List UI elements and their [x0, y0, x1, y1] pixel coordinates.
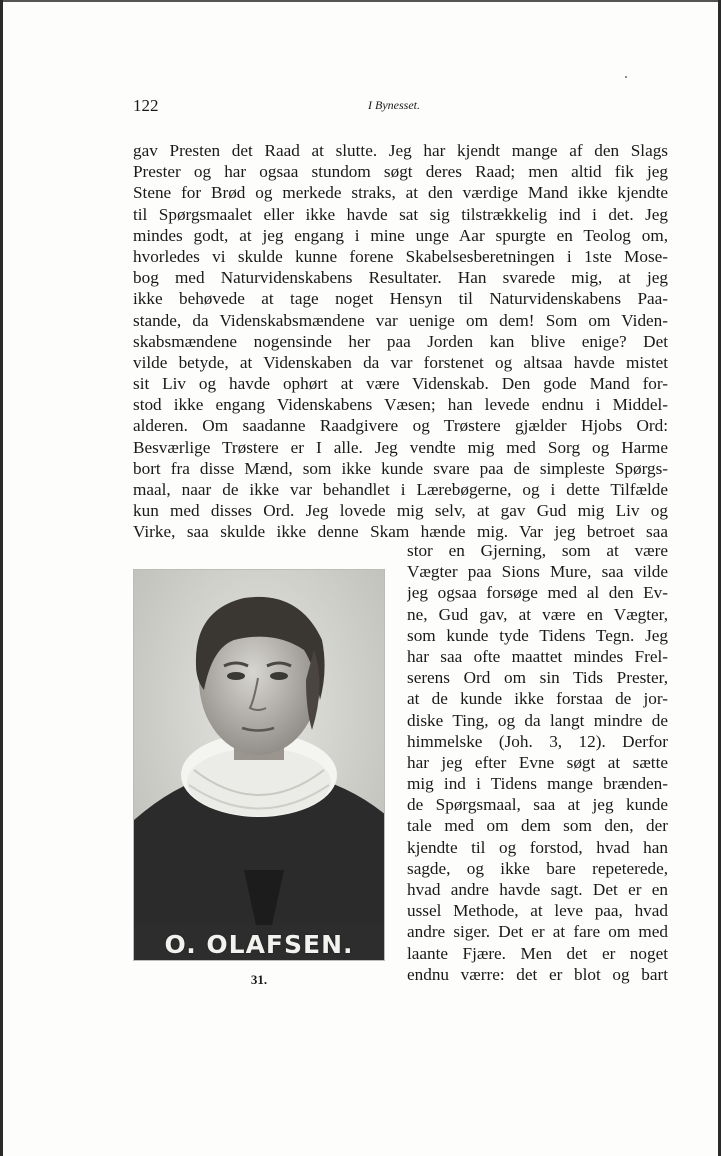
- text-line: har saa ofte maattet mindes Frel-: [407, 646, 668, 666]
- text-line: ne, Gud gav, at være en Vægter,: [407, 604, 668, 624]
- text-line: sagde, og ikke bare repeterede,: [407, 858, 668, 878]
- text-line: Prester og har ogsaa stundom søgt deres Raad; men altid fik jeg: [133, 162, 668, 182]
- text-line: mindes godt, at jeg engang i mine unge Aar spurgte en Teolog om,: [133, 225, 668, 245]
- text-line: skabsmændene nogensinde her paa Jorden kan blive enige? Det: [133, 331, 668, 351]
- text-line: Virke, saa skulde ikke denne Skam hænde mig. Var jeg betroet saa: [133, 522, 668, 542]
- text-line: vilde betyde, at Videnskaben da var forstenet og altsaa havde mistet: [133, 352, 668, 372]
- text-line: bog med Naturvidenskabens Resultater. Han svarede mig, at jeg: [133, 268, 668, 288]
- text-line: har jeg efter Evne søgt at sætte: [407, 752, 668, 772]
- text-line: hvad andre havde sagt. Det er en: [407, 880, 668, 899]
- page-header: [133, 96, 668, 120]
- portrait-illustration: [134, 570, 385, 961]
- text-line: himmelske (Joh. 3, 12). Derfor: [407, 731, 668, 751]
- text-line: stande, da Videnskabsmændene var uenige om dem! Som om Viden-: [133, 310, 668, 330]
- text-line: jeg ogsaa forsøge med al den Ev-: [407, 583, 668, 603]
- running-title: I Bynesset.: [368, 98, 420, 112]
- text-line: ikke behøvede at tage noget Hensyn til Naturvidenskabens Paa-: [133, 289, 668, 309]
- text-line: endnu værre: det er blot og bart: [407, 964, 668, 984]
- figure-number: 31.: [250, 972, 268, 987]
- text-line: de Spørgsmaal, saa at jeg kunde: [407, 795, 668, 815]
- text-line: kun med disses Ord. Jeg lovede mig selv, at gav Gud mig Liv og: [133, 501, 668, 521]
- text-line: andre siger. Det er at fare om med: [407, 922, 668, 942]
- wrapped-text: [407, 540, 668, 985]
- text-line: sit Liv og havde ophørt at være Videnskab. Den gode Mand for-: [133, 374, 668, 394]
- print-speck: [625, 76, 627, 78]
- text-line: Besværlige Trøstere er I alle. Jeg vendte mig med Sorg og Harme: [133, 437, 668, 457]
- text-line: laante Fjære. Men det er noget: [407, 943, 668, 963]
- text-line: tale med om dem som den, der: [407, 816, 668, 836]
- text-line: bort fra disse Mænd, som ikke kunde svare paa de simpleste Spørgs-: [133, 458, 668, 478]
- text-line: serens Ord om sin Tids Prester,: [407, 668, 668, 688]
- text-line: til Spørgsmaalet eller ikke havde sat sig tilstrækkelig ind i det. Jeg: [133, 204, 668, 224]
- portrait-photo: [133, 569, 385, 961]
- text-line: hvorledes vi skulde kunne forene Skabelsesberetningen i 1ste Mose-: [133, 246, 668, 266]
- text-line: stod ikke engang Videnskabens Væsen; han levede endnu i Middel-: [133, 395, 668, 415]
- text-line: alderen. Om saadanne Raadgivere og Trøstere gjælder Hjobs Ord:: [133, 416, 668, 436]
- text-line: stor en Gjerning, som at være: [407, 541, 668, 560]
- text-line: Stene for Brød og merkede straks, at den værdige Mand ikke kjendte: [133, 183, 668, 203]
- text-line: som kunde tyde Tidens Tegn. Jeg: [407, 625, 668, 645]
- text-line: maal, naar de ikke var behandlet i Lærebøgerne, og i dette Tilfælde: [133, 480, 668, 499]
- text-line: diske Ting, og da langt mindre de: [407, 710, 668, 730]
- portrait-caption: O. OLAFSEN.: [164, 930, 354, 959]
- text-line: mig ind i Tidens mange brænden-: [407, 774, 668, 794]
- page-top-edge: [3, 0, 718, 2]
- text-line: ussel Methode, at leve paa, hvad: [407, 901, 668, 921]
- page-number: 122: [133, 96, 159, 115]
- text-line: Vægter paa Sions Mure, saa vilde: [407, 562, 668, 582]
- text-line: kjendte til og forstod, hvad han: [407, 837, 668, 857]
- body-text: [133, 140, 668, 543]
- text-line: at de kunde ikke forstaa de jor-: [407, 689, 668, 709]
- text-line: gav Presten det Raad at slutte. Jeg har kjendt mange af den Slags: [133, 141, 668, 160]
